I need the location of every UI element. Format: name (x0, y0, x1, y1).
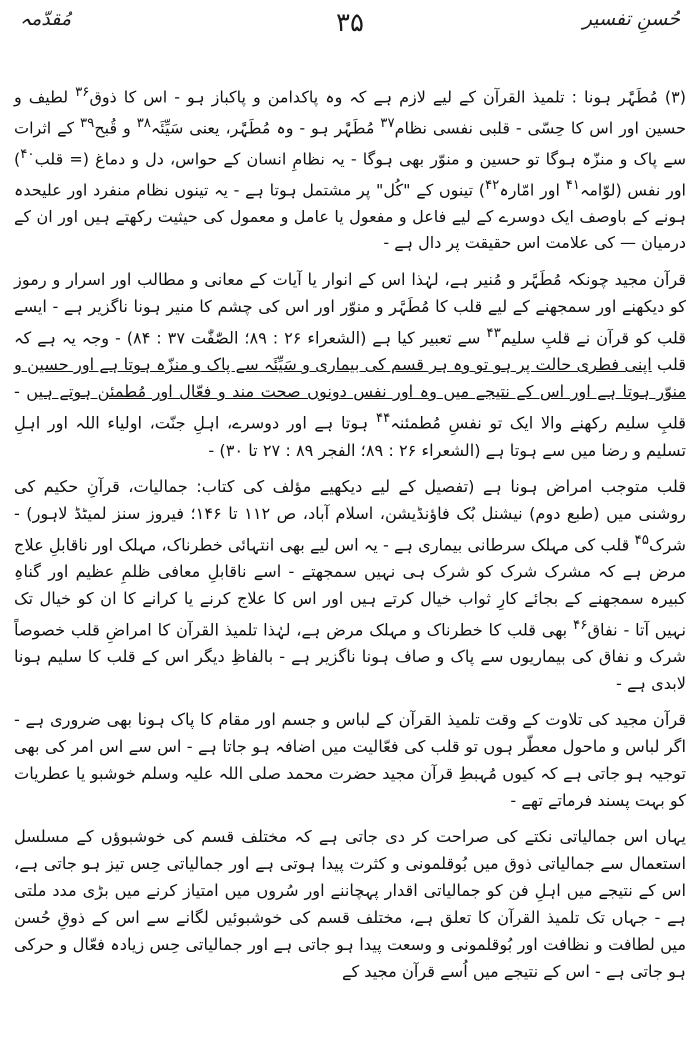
text-run: قرآن مجید چونکہ مُطَہَّر و مُنیر ہے، لہٰذا اس کے انوار یا آیات کے معانی و مطالب اور اسرار و رموز کو دیکھنے اور سمجھنے کے لیے قلب کا مُطَہَّر و منوّر اور اس کی چشم کا منیر ہونا ناگزیر ہے - ایسے قلب کو قرآن نے قلبِ سلیم (14, 269, 686, 348)
paragraph-jamaliyati-nukta (14, 823, 686, 985)
text-run: (۳) مُطَہَّر ہونا : تلمیذ القرآن کے لیے لازم ہے کہ وہ پاکدامن و پاکباز ہو - اس کا ذوق (89, 87, 686, 107)
footnote-ref: ۳۶ (75, 85, 90, 100)
text-run: اور امّارہ (499, 180, 566, 200)
text-run: یہاں اس جمالیاتی نکتے کی صراحت کر دی جاتی ہے کہ مختلف قسم کی خوشبوؤں کے مسلسل استعمال سے جمالیاتی ذوق میں بُوقلمونی و کثرت پیدا ہوتی ہے اور جمالیاتی حِس تیز ہو جاتی ہے، اس کے نتیجے میں اہلِ فن کو جمالیاتی اقدار پہچاننے اور سُروں میں امتیاز کرنے میں بڑی مدد ملتی ہے - جہاں تک تلمیذ القرآن کا تعلق ہے، مختلف قسم کی خوشبوئیں لگانے سے اس کے ذوقِ حُسن میں لطافت و نظافت اور بُوقلمونی و وسعت پیدا ہو جاتی ہے اور جمالیاتی حِس زیادہ فعّال و حرکی ہو جاتی ہے - اس کے نتیجے میں اُسے قرآن مجید کے (14, 827, 686, 982)
footnote-ref: ۴۴ (375, 410, 391, 427)
book-title: حُسنِ تفسیر (582, 8, 680, 30)
footnote-ref: ۴۶ (572, 617, 588, 634)
footnote-ref: ۴۱ (565, 177, 580, 193)
paragraph-quran-munir (14, 266, 686, 464)
paragraph-tilawat (14, 706, 686, 814)
text-run: قلب کی مہلک سرطانی بیماری ہے - یہ اس لیے بھی انتہائی خطرناک، مہلک اور ناقابلِ علاج مرض ہے کہ مشرک شرک کو شرک ہی نہیں سمجھتے - اسے ناقابلِ معافی ظلمِ عظیم اور گناہِ کبیرہ سمجھنے کے بجائے کارِ ثواب خیال کرتے ہیں اور اس کا علاج کرنے یا کرانے کا ان کو خیال تک نہیں آتا - نفاق (14, 535, 686, 640)
page-number: ۳۵ (336, 8, 364, 38)
chapter-title: مُقدّمہ (20, 8, 72, 30)
text-run: ہوتا ہے اور دوسرے، اہلِ جنّت، اولیاء اللہ اور اہلِ تسلیم و رضا میں سے ہوتا ہے (الشعراء ۲۶ : ۸۹؛ الفجر ۸۹ : ۲۷ تا ۳۰) - (14, 413, 686, 460)
footnote-ref: ۴۳ (486, 324, 501, 341)
footnote-ref: ۳۸ (136, 115, 151, 131)
footnote-ref: ۴۰ (20, 146, 35, 162)
footnote-ref: ۳۷ (380, 115, 395, 131)
text-run: مُطَہَّر ہو - وہ مُطَہَّر، یعنی سَیِّئَہ (150, 118, 381, 138)
text-run: سے تعبیر کیا ہے (الشعراء ۲۶ : ۸۹؛ الصّٰفّٰت ۳۷ : ۸۴) - وجہ یہ ہے کہ قلب (14, 328, 687, 375)
footnote-ref: ۳۹ (79, 115, 95, 131)
paragraph-amraz-qalb (14, 473, 686, 698)
underlined-text: اپنی فطری حالت پر ہو تو وہ ہر قسم کی بیماری و سَیِّئَہ سے پاک و منزّہ ہوتا ہے اور حسین و منوّر ہوتا ہے اور اس کے نتیجے میں وہ اور نفس دونوں صحت مند و فعّال اور مُطمئن ہوتے ہیں (14, 355, 686, 402)
text-run: قلب متوجب امراض ہونا ہے (تفصیل کے لیے دیکھیے مؤلف کی کتاب: جمالیات، قرآنِ حکیم کی روشنی میں (طبع دوم) نیشنل بُک فاؤنڈیشن، اسلام آباد، ص ۱۱۲ تا ۱۴۶؛ فیروز سنز لمیٹڈ لاہور) - شرک (14, 476, 686, 555)
page-body (14, 80, 686, 994)
footnote-ref: ۴۵ (634, 531, 650, 548)
text-run: ) تینوں کے "کُل" پر مشتمل ہوتا ہے - یہ تینوں نظام منفرد اور علیحدہ ہونے کے باوصف ایک دوسرے کے لیے فاعل و مفعول یا عامل و معمول کی حیثیت رکھتے ہیں اور ان کے درمیان — کی علامت اس حقیقت پر دال ہے - (14, 180, 686, 253)
text-run: کے اثرات سے پاک و منزّہ ہوگا تو حسین و منوّر بھی ہوگا - یہ نظامِ انسان کے حواس، دل و دماغ (= قلب (14, 118, 686, 169)
text-run: و قُبح (94, 118, 137, 138)
footnote-ref: ۴۲ (484, 177, 500, 193)
text-run: ) اور نفس (لوّامہ (14, 149, 686, 200)
text-run: بھی قلب کا خطرناک و مہلک مرض ہے، لہٰذا تلمیذ القرآن کا امراضِ قلب خصوصاً شرک و نفاق کی بیماریوں سے پاک و صاف ہونا ناگزیر ہے - بالفاظِ دیگر اس کے قلب کا سلیم ہونا لابدی ہے - (14, 620, 686, 694)
text-run: قرآن مجید کی تلاوت کے وقت تلمیذ القرآن کے لباس و جسم اور مقام کا پاک ہونا بھی ضروری ہے - اگر لباس و ماحول معطّر ہوں تو قلب کی فعّالیت میں اضافہ ہو جاتا ہے - اس سے اس امر کی بھی توجیہ ہو جاتی ہے کہ کیوں مُہبطِ قرآن مجید حضرت محمد صلی اللہ علیہ وسلم خوشبو یا عطریات کو بہت پسند فرماتے تھے - (14, 710, 686, 811)
text-run: لطیف و حسین اور اس کا حِسّی - قلبی نفسی نظام (14, 87, 687, 138)
text-run: - قلبِ سلیم رکھنے والا ایک تو نفسِ مُطمئنہ (14, 382, 686, 433)
paragraph-mutahhar (14, 80, 686, 257)
